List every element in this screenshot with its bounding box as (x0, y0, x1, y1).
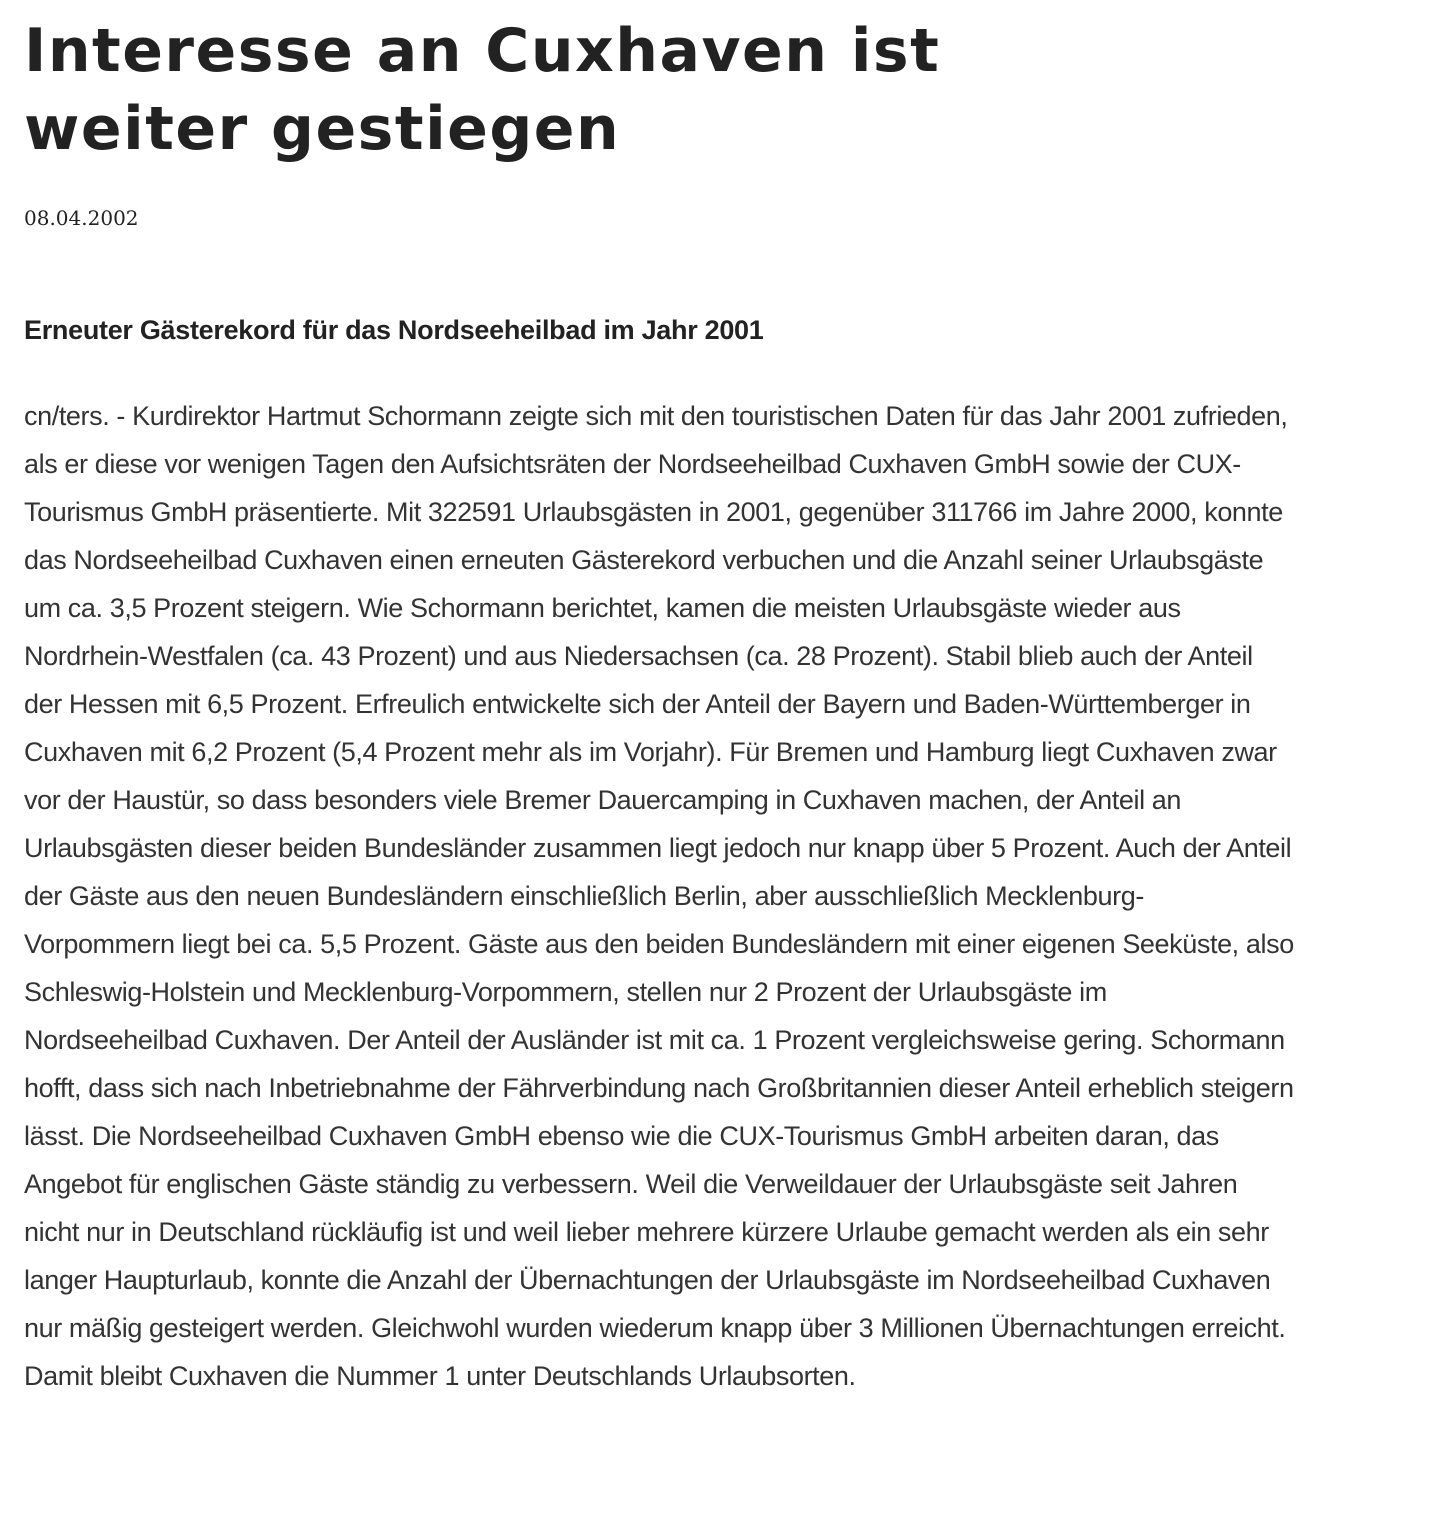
article-date: 08.04.2002 (24, 206, 139, 230)
article-title: Interesse an Cuxhaven ist weiter gestiegen (24, 16, 941, 164)
article-subtitle: Erneuter Gästerekord für das Nordseeheilbad im Jahr 2001 (24, 315, 764, 345)
article (24, 12, 1304, 1400)
article-body: cn/ters. - Kurdirektor Hartmut Schormann zeigte sich mit den touristischen Daten für das Jahr 2001 zufrieden, als er diese vor wenigen Tagen den Aufsichtsräten der Nordseeheilbad Cuxhaven GmbH sowie der CUX-Tourismus GmbH präsentierte. Mit 322591 Urlaubsgästen in 2001, gegenüber 311766 im Jahre 2000, konnte das Nordseeheilbad Cuxhaven einen erneuten Gästerekord verbuchen und die Anzahl seiner Urlaubsgäste um ca. 3,5 Prozent steigern. Wie Schormann berichtet, kamen die meisten Urlaubsgäste wieder aus Nordrhein-Westfalen (ca. 43 Prozent) und aus Niedersachsen (ca. 28 Prozent). Stabil blieb auch der Anteil der Hessen mit 6,5 Prozent. Erfreulich entwickelte sich der Anteil der Bayern und Baden-Württemberger in Cuxhaven mit 6,2 Prozent (5,4 Prozent mehr als im Vorjahr). Für Bremen und Hamburg liegt Cuxhaven zwar vor der Haustür, so dass besonders viele Bremer Dauercamping in Cuxhaven machen, der Anteil an Urlaubsgästen dieser beiden Bundesländer zusammen liegt jedoch nur knapp über 5 Prozent. Auch der Anteil der Gäste aus den neuen Bundesländern einschließlich Berlin, aber ausschließlich Mecklenburg-Vorpommern liegt bei ca. 5,5 Prozent. Gäste aus den beiden Bundesländern mit einer eigenen Seeküste, also Schleswig-Holstein und Mecklenburg-Vorpommern, stellen nur 2 Prozent der Urlaubsgäste im Nordseeheilbad Cuxhaven. Der Anteil der Ausländer ist mit ca. 1 Prozent vergleichsweise gering. Schormann hofft, dass sich nach Inbetriebnahme der Fährverbindung nach Großbritannien dieser Anteil erheblich steigern lässt. Die Nordseeheilbad Cuxhaven GmbH ebenso wie die CUX-Tourismus GmbH arbeiten daran, das Angebot für englischen Gäste ständig zu verbessern. Weil die Verweildauer der Urlaubsgäste seit Jahren nicht nur in Deutschland rückläufig ist und weil lieber mehrere kürzere Urlaube gemacht werden als ein sehr langer Haupturlaub, konnte die Anzahl der Übernachtungen der Urlaubsgäste im Nordseeheilbad Cuxhaven nur mäßig gesteigert werden. Gleichwohl wurden wiederum knapp über 3 Millionen Übernachtungen erreicht. Damit bleibt Cuxhaven die Nummer 1 unter Deutschlands Urlaubsorten. (24, 401, 1294, 1391)
